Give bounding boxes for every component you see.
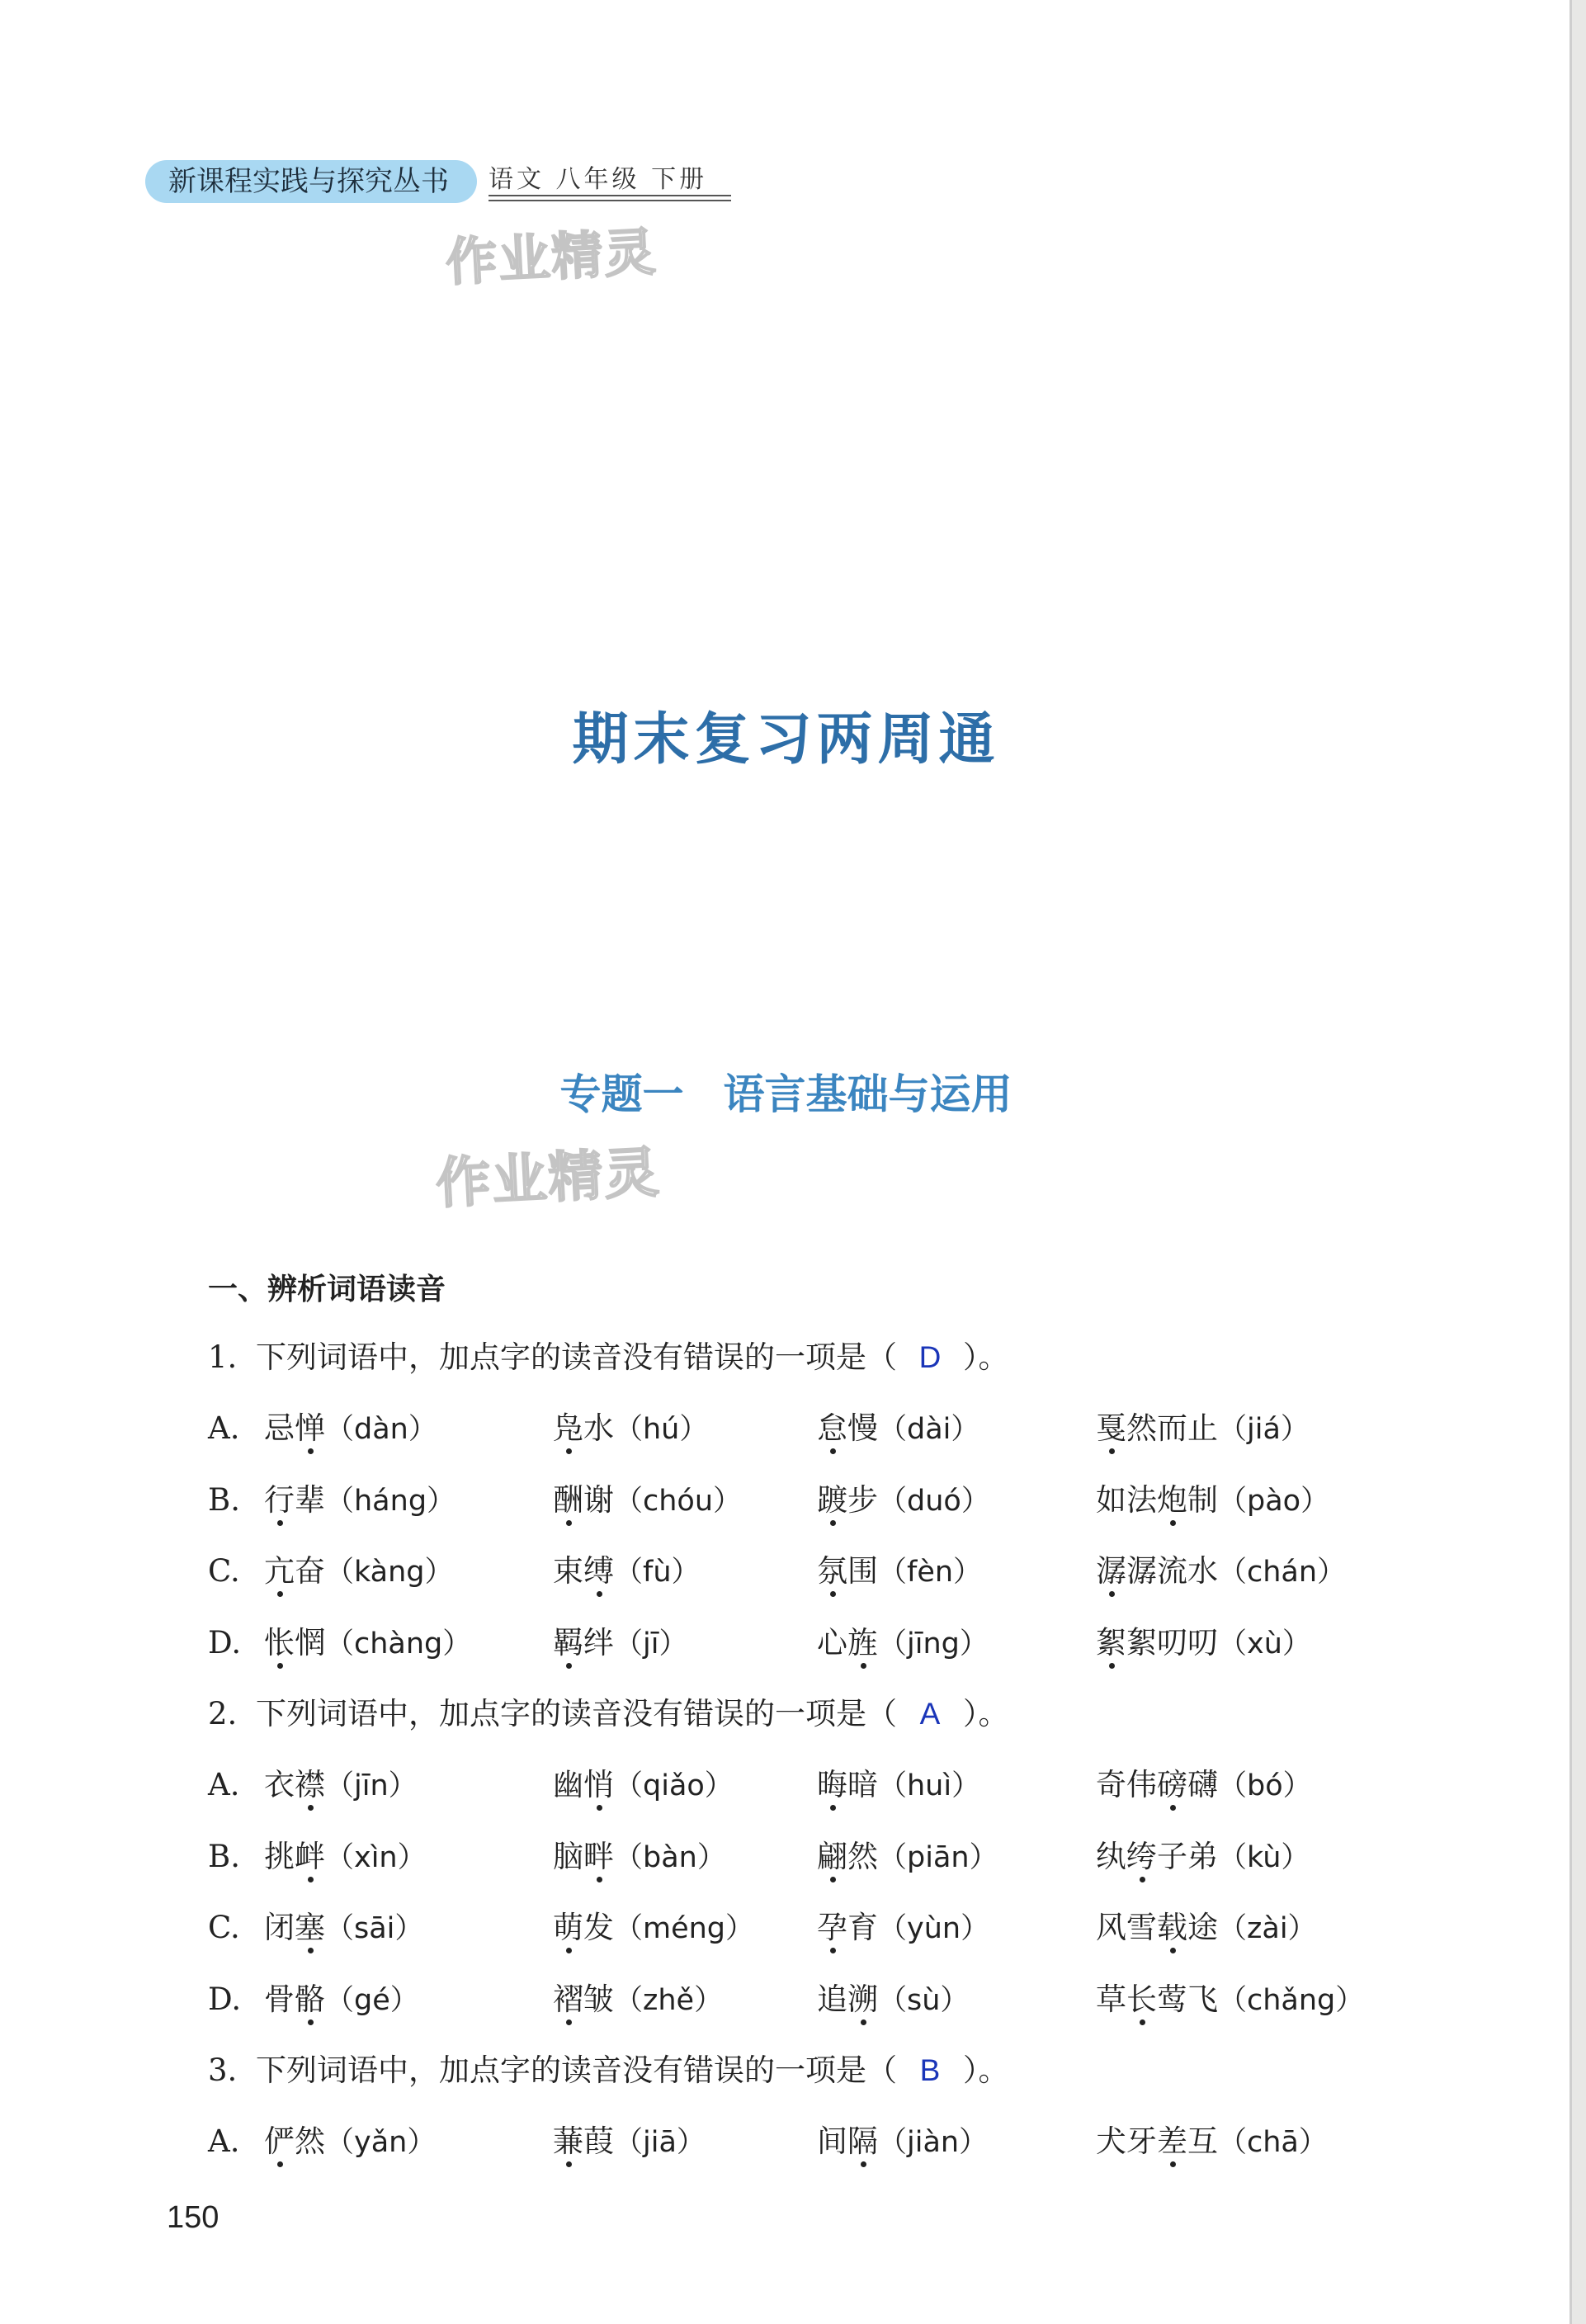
option-row: [208, 1406, 1495, 1451]
pinyin: （sù）: [878, 1983, 970, 2017]
option-letter: A.: [208, 2123, 240, 2159]
dotted-character: 萌: [553, 1906, 583, 1950]
word-prefix: 挑: [264, 1838, 295, 1874]
word-suffix: 絮叨叨: [1126, 1624, 1218, 1660]
section-heading: 一、辨析词语读音: [208, 1273, 446, 1306]
pinyin: （méng）: [614, 1912, 755, 1945]
word-prefix: 追: [817, 1981, 847, 2017]
word-item: [264, 1763, 418, 1808]
word-suffix: 水: [583, 1410, 614, 1446]
pinyin: （háng）: [325, 1484, 456, 1518]
dotted-character: 羁: [553, 1621, 583, 1665]
dotted-character: 踱: [817, 1478, 847, 1523]
word-suffix: 潺流水: [1126, 1553, 1218, 1589]
word-item: [817, 1549, 982, 1594]
dotted-character: 蒹: [553, 2119, 583, 2164]
pinyin: （chǎng）: [1218, 1983, 1365, 2017]
word-item: [1096, 1478, 1329, 1523]
pinyin: （chán）: [1218, 1556, 1347, 1589]
word-item: [1096, 1763, 1312, 1808]
dotted-character: 俨: [264, 2119, 295, 2164]
word-item: [264, 1406, 437, 1452]
word-item: [264, 1621, 471, 1666]
word-prefix: 如法: [1096, 1481, 1157, 1518]
word-prefix: 间: [817, 2123, 847, 2159]
dotted-character: 酬: [553, 1478, 583, 1523]
word-item: [1096, 1906, 1317, 1951]
word-item: [553, 1549, 701, 1594]
option-letter: B.: [208, 1481, 240, 1518]
option-row: [208, 1977, 1495, 2022]
word-item: [553, 1835, 726, 1880]
pinyin: （chàng）: [325, 1627, 472, 1660]
word-item: [553, 2119, 706, 2165]
dotted-character: 悄: [583, 1763, 614, 1807]
word-item: [553, 1621, 687, 1666]
pinyin: （jīn）: [325, 1769, 418, 1802]
answer-mark: D: [918, 1340, 942, 1374]
dotted-character: 衅: [295, 1835, 325, 1879]
question-stem: [208, 1337, 1009, 1378]
pinyin: （bó）: [1218, 1769, 1312, 1802]
dotted-character: 隔: [847, 2119, 878, 2164]
word-prefix: 草: [1096, 1981, 1126, 2017]
word-suffix: 慢: [847, 1410, 878, 1446]
question-text: 下列词语中，加点字的读音没有错误的一项是（: [256, 1339, 897, 1375]
topic-heading: [0, 1061, 1572, 1121]
word-item: [1096, 2119, 1328, 2165]
word-item: [1096, 1977, 1364, 2023]
question-stem: [208, 2050, 1009, 2091]
question-number: 2.: [208, 1696, 238, 1731]
dotted-character: 磅: [1157, 1763, 1187, 1807]
word-prefix: 骨: [264, 1981, 295, 2017]
word-item: [553, 1763, 734, 1808]
word-suffix: 育: [847, 1910, 878, 1945]
pinyin: （zài）: [1218, 1912, 1317, 1945]
word-prefix: 束: [553, 1553, 583, 1589]
dotted-character: 氛: [817, 1549, 847, 1594]
option-letter: A.: [208, 1767, 240, 1802]
word-item: [553, 1478, 742, 1523]
pinyin: （fèn）: [878, 1556, 983, 1589]
dotted-character: 凫: [553, 1406, 583, 1451]
word-item: [817, 1977, 969, 2023]
dotted-character: 襟: [295, 1763, 325, 1807]
word-item: [817, 1478, 990, 1523]
option-row: [208, 2119, 1495, 2164]
question-text: 下列词语中，加点字的读音没有错误的一项是（: [256, 1696, 897, 1731]
word-suffix: 暗: [847, 1767, 878, 1802]
pinyin: （dài）: [878, 1413, 980, 1446]
pinyin: （dàn）: [325, 1413, 437, 1446]
dotted-character: 怠: [817, 1406, 847, 1451]
word-suffix: 绊: [583, 1624, 614, 1660]
pinyin: （chóu）: [614, 1484, 743, 1518]
word-suffix: 莺飞: [1157, 1981, 1218, 2017]
dotted-character: 潺: [1096, 1549, 1126, 1594]
question-end: ）。: [963, 1339, 1009, 1375]
page-title: 期末复习两周通: [572, 707, 1000, 772]
question-end: ）。: [963, 1696, 1009, 1731]
word-suffix: 互: [1187, 2123, 1218, 2159]
word-suffix: 辈: [295, 1481, 325, 1518]
word-prefix: 幽: [553, 1767, 583, 1802]
dotted-character: 绔: [1126, 1835, 1157, 1879]
word-item: [264, 1906, 423, 1951]
question-stem: [208, 1693, 1009, 1735]
dotted-character: 行: [264, 1478, 295, 1523]
word-suffix: 然: [295, 2123, 325, 2159]
word-suffix: 皱: [583, 1981, 614, 2017]
series-badge: 新课程实践与探究丛书: [145, 160, 477, 203]
word-prefix: 衣: [264, 1767, 295, 1802]
option-letter: D.: [208, 1981, 242, 2017]
pinyin: （yǎn）: [325, 2126, 437, 2159]
option-letter: D.: [208, 1624, 242, 1660]
word-prefix: 纨: [1096, 1838, 1126, 1874]
word-suffix: 步: [847, 1481, 878, 1518]
dotted-character: 翩: [817, 1835, 847, 1879]
pinyin: （kàng）: [325, 1556, 454, 1589]
word-item: [1096, 1835, 1310, 1880]
dotted-character: 炮: [1157, 1478, 1187, 1523]
pinyin: （sāi）: [325, 1912, 424, 1945]
question-end: ）。: [963, 2052, 1009, 2088]
topic-name: 语言基础与运用: [723, 1070, 1012, 1118]
pinyin: （fù）: [614, 1556, 701, 1589]
word-item: [817, 1621, 989, 1666]
question-text: 下列词语中，加点字的读音没有错误的一项是（: [256, 2052, 897, 2088]
answer-mark: B: [919, 2053, 941, 2087]
pinyin: （gé）: [325, 1983, 419, 2017]
pinyin: （hú）: [614, 1413, 709, 1446]
dotted-character: 戛: [1096, 1406, 1126, 1451]
word-item: [553, 1906, 754, 1951]
option-row: [208, 1478, 1495, 1523]
pinyin: （zhě）: [614, 1983, 724, 2017]
word-suffix: 然: [847, 1838, 878, 1874]
word-suffix: 围: [847, 1553, 878, 1589]
word-item: [1096, 1621, 1311, 1666]
dotted-character: 晦: [817, 1763, 847, 1807]
pinyin: （pào）: [1218, 1484, 1330, 1518]
word-item: [817, 1763, 980, 1808]
header-rule: [489, 195, 731, 196]
dotted-character: 絮: [1096, 1621, 1126, 1665]
word-item: [264, 1835, 427, 1880]
word-item: [1096, 1406, 1310, 1452]
pinyin: （jī）: [614, 1627, 688, 1660]
pinyin: （jiá）: [1218, 1413, 1310, 1446]
pinyin: （huì）: [878, 1769, 981, 1802]
pinyin: （jiā）: [614, 2126, 706, 2159]
dotted-character: 骼: [295, 1977, 325, 2022]
word-prefix: 忌: [264, 1410, 295, 1446]
word-suffix: 礴: [1187, 1767, 1218, 1802]
book-subtitle: 语文 八年级 下册: [489, 165, 708, 194]
word-prefix: 心: [817, 1624, 847, 1660]
word-suffix: 发: [583, 1910, 614, 1945]
dotted-character: 载: [1157, 1906, 1187, 1950]
dotted-character: 溯: [847, 1977, 878, 2022]
word-suffix: 途: [1187, 1910, 1218, 1945]
scan-edge: [1572, 0, 1586, 2324]
option-row: [208, 1835, 1495, 1879]
word-prefix: 风雪: [1096, 1910, 1157, 1945]
pinyin: （duó）: [878, 1484, 990, 1518]
word-item: [553, 1977, 723, 2023]
pinyin: （kù）: [1218, 1840, 1310, 1874]
word-item: [264, 1549, 454, 1594]
dotted-character: 亢: [264, 1549, 295, 1594]
page-number: 150: [167, 2200, 219, 2235]
pinyin: （xù）: [1218, 1627, 1311, 1660]
word-item: [817, 1906, 989, 1951]
word-item: [817, 1835, 998, 1880]
word-item: [817, 1406, 979, 1452]
word-item: [264, 2119, 436, 2165]
option-letter: C.: [208, 1553, 240, 1589]
question-number: 3.: [208, 2052, 238, 2088]
dotted-character: 差: [1157, 2119, 1187, 2164]
word-suffix: 子弟: [1157, 1838, 1218, 1874]
word-item: [553, 1406, 708, 1452]
pinyin: （jiàn）: [878, 2126, 989, 2159]
header-rule: [489, 200, 731, 201]
pinyin: （jīng）: [878, 1627, 989, 1660]
option-row: [208, 1621, 1495, 1665]
option-letter: B.: [208, 1838, 240, 1874]
question-number: 1.: [208, 1339, 238, 1375]
pinyin: （xìn）: [325, 1840, 427, 1874]
watermark: 作业精灵: [444, 221, 659, 293]
pinyin: （piān）: [878, 1840, 998, 1874]
dotted-character: 缚: [583, 1549, 614, 1594]
dotted-character: 塞: [295, 1906, 325, 1950]
word-suffix: 葭: [583, 2123, 614, 2159]
word-suffix: 制: [1187, 1481, 1218, 1518]
option-row: [208, 1763, 1495, 1807]
word-suffix: 然而止: [1126, 1410, 1218, 1446]
watermark: 作业精灵: [434, 1140, 663, 1216]
word-item: [1096, 1549, 1346, 1594]
option-row: [208, 1906, 1495, 1950]
word-item: [264, 1977, 419, 2023]
word-prefix: 闭: [264, 1910, 295, 1945]
pinyin: （yùn）: [878, 1912, 990, 1945]
dotted-character: 畔: [583, 1835, 614, 1879]
dotted-character: 长: [1126, 1977, 1157, 2022]
word-suffix: 奋: [295, 1553, 325, 1589]
pinyin: （chā）: [1218, 2126, 1328, 2159]
option-row: [208, 1549, 1495, 1594]
word-prefix: 犬牙: [1096, 2123, 1157, 2159]
dotted-character: 怅: [264, 1621, 295, 1665]
option-letter: A.: [208, 1410, 240, 1446]
option-letter: C.: [208, 1910, 240, 1945]
dotted-character: 孕: [817, 1906, 847, 1950]
answer-mark: A: [919, 1697, 941, 1731]
pinyin: （qiǎo）: [614, 1769, 734, 1802]
word-suffix: 惘: [295, 1624, 325, 1660]
dotted-character: 褶: [553, 1977, 583, 2022]
dotted-character: 旌: [847, 1621, 878, 1665]
word-suffix: 谢: [583, 1481, 614, 1518]
topic-part: 专题一: [559, 1070, 684, 1118]
dotted-character: 惮: [295, 1406, 325, 1451]
word-item: [264, 1478, 456, 1523]
word-prefix: 脑: [553, 1838, 583, 1874]
word-item: [817, 2119, 988, 2165]
pinyin: （bàn）: [614, 1840, 726, 1874]
word-prefix: 奇伟: [1096, 1767, 1157, 1802]
